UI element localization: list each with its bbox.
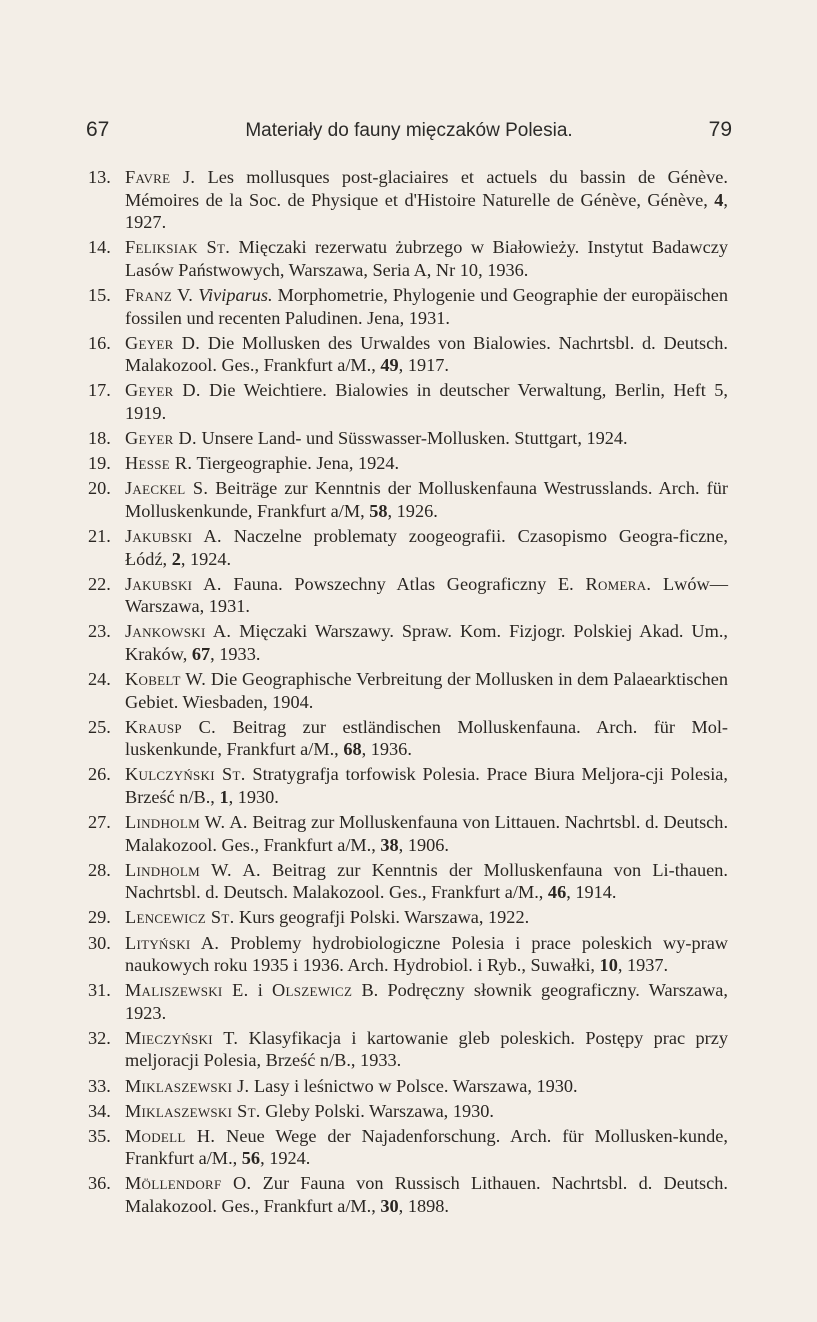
reference-volume: 10 (599, 955, 618, 976)
reference-number: 27. (88, 812, 111, 833)
reference-number: 18. (88, 428, 111, 449)
reference-volume: 1 (219, 786, 229, 807)
reference-author: Jakubski A. (125, 573, 222, 594)
reference-volume: 49 (380, 355, 399, 376)
reference-author: Mieczyński T. (125, 1027, 239, 1048)
reference-tail: B. Podręczny słownik geograficzny. Warszawa, 1923. (125, 980, 728, 1023)
reference-author: Geyer D. (125, 380, 201, 401)
reference-tail: , 1930. (228, 786, 279, 807)
reference-item (88, 379, 728, 424)
reference-text: i (248, 980, 273, 1001)
reference-item (88, 716, 728, 761)
reference-text: Die Mollusken des Urwaldes von Bialowies. Nachrtsbl. d. Deutsch. Malakozool. Ges., Frankfurt a/M., (125, 332, 729, 376)
reference-number: 29. (88, 907, 111, 928)
reference-number: 24. (88, 668, 111, 689)
reference-tail: , 1914. (566, 882, 617, 903)
reference-author: Miklaszewski St. (125, 1100, 261, 1121)
reference-number: 28. (88, 859, 111, 880)
reference-tail: , 1924. (180, 548, 232, 569)
reference-number: 34. (88, 1100, 111, 1121)
reference-tail: , 1898. (398, 1196, 449, 1217)
reference-number: 13. (88, 167, 111, 187)
reference-item (88, 859, 728, 904)
reference-text: Die Geographische Verbreitung der Mollusken in dem Palaearktischen Gebiet. Wiesbaden, 1904. (125, 668, 728, 712)
reference-author: Maliszewski E. (125, 980, 249, 1001)
reference-text: Mięczaki Warszawy. Spraw. Kom. Fizjogr. Polskiej Akad. Um., Kraków, (125, 621, 728, 664)
reference-tail: Lwów—Warszawa, 1931. (125, 573, 728, 617)
reference-volume: 30 (380, 1196, 399, 1217)
reference-item (88, 1027, 728, 1072)
page-title: Materiały do fauny mięczaków Polesia. (245, 120, 573, 141)
header-left-number: 67 (86, 118, 110, 141)
reference-text: Gleby Polski. Warszawa, 1930. (260, 1100, 494, 1121)
reference-text: Problemy hydrobiologiczne Polesia i prace poleskich wy-praw naukowych roku 1935 i 1936. Arch. Hydrobiol. i Ryb., Suwałki, (125, 932, 729, 976)
reference-text: Beitrag zur Kenntnis der Molluskenfauna von Li-thauen. Nachrtsbl. d. Deutsch. Malakozool. Ges., Frankfurt a/M., (125, 859, 728, 903)
reference-author: Lityński A. (125, 932, 220, 953)
reference-text: Kurs geografji Polski. Warszawa, 1922. (234, 907, 530, 928)
reference-author: Geyer D. (125, 332, 201, 353)
reference-number: 31. (88, 980, 111, 1001)
reference-text: Stratygrafja torfowisk Polesia. Prace Biura Meljora-cji Polesia, Brześć n/B., (125, 764, 728, 807)
reference-text: Klasyfikacja i kartowanie gleb poleskich. Postępy prac przy meljoracji Polesia, Brześć n/B., 1933. (125, 1027, 728, 1071)
reference-item (88, 525, 728, 570)
reference-volume: 58 (369, 500, 388, 521)
page-header (86, 114, 732, 148)
reference-tail: , 1927. (125, 189, 728, 233)
reference-author: Feliksiak St. (125, 237, 231, 258)
reference-coauthor: Olszewicz (272, 980, 353, 1001)
reference-item (88, 573, 728, 618)
reference-volume: 4 (714, 189, 724, 210)
reference-text: Neue Wege der Najadenforschung. Arch. für Mollusken-kunde, Frankfurt a/M., (125, 1125, 728, 1169)
reference-volume: 38 (380, 834, 399, 855)
reference-number: 25. (88, 716, 111, 737)
reference-item (88, 477, 728, 522)
reference-author: Modell H. (125, 1125, 216, 1146)
reference-item (88, 932, 728, 977)
reference-text: Tiergeographie. Jena, 1924. (192, 453, 400, 474)
reference-number: 35. (88, 1125, 111, 1146)
reference-number: 26. (88, 764, 111, 785)
reference-tail: , 1933. (210, 643, 261, 664)
reference-item (88, 668, 728, 713)
reference-tail: , 1906. (398, 834, 449, 855)
reference-author: Lencewicz St. (125, 907, 235, 928)
reference-number: 20. (88, 478, 111, 499)
reference-text: Morphometrie, Phylogenie und Geographie der europäischen fossilen und recenten Paludinen. Jena, 1931. (125, 284, 729, 328)
reference-item (88, 1075, 728, 1098)
reference-author: Favre J. (125, 167, 196, 187)
reference-item (88, 979, 728, 1024)
reference-tail: , 1926. (387, 500, 438, 521)
reference-text: Les mollusques post-glaciaires et actuels du bassin de Génève. Mémoires de la Soc. de Physique et d'Histoire Naturelle de Génève, Génève, (125, 167, 728, 210)
reference-author: Miklaszewski J. (125, 1075, 250, 1096)
reference-tail: , 1936. (361, 739, 412, 760)
reference-tail: , 1924. (260, 1148, 311, 1169)
reference-item (88, 620, 728, 665)
reference-author: Lindholm W. A. (125, 812, 248, 833)
reference-volume: 2 (171, 548, 181, 569)
reference-number: 30. (88, 932, 111, 953)
reference-text: Beitrag zur Molluskenfauna von Littauen. Nachrtsbl. d. Deutsch. Malakozool. Ges., Frankfurt a/M., (125, 812, 729, 855)
reference-item (88, 452, 728, 475)
reference-coauthor: Romera. (585, 573, 652, 594)
reference-item (88, 284, 728, 329)
reference-item (88, 166, 728, 234)
reference-author: Kobelt W. (125, 668, 207, 689)
reference-text: Beitrag zur estländischen Molluskenfauna. Arch. für Mol-luskenkunde, Frankfurt a/M., (125, 716, 729, 760)
reference-text: Unsere Land- und Süsswasser-Mollusken. Stuttgart, 1924. (196, 428, 628, 449)
reference-author: Kulczyński St. (125, 764, 246, 785)
reference-text: Lasy i leśnictwo w Polsce. Warszawa, 1930. (249, 1075, 578, 1096)
reference-text: Beiträge zur Kenntnis der Molluskenfauna Westrusslands. Arch. für Molluskenkunde, Frankfurt a/M, (125, 478, 728, 521)
reference-item (88, 1100, 728, 1123)
reference-number: 32. (88, 1027, 111, 1048)
reference-author: Jankowski A. (125, 621, 232, 642)
reference-number: 19. (88, 453, 111, 474)
reference-author: Krausp C. (125, 716, 217, 737)
reference-author: Jaeckel S. (125, 478, 209, 499)
reference-item (88, 236, 728, 281)
reference-text: Die Weichtiere. Bialowies in deutscher Verwaltung, Berlin, Heft 5, 1919. (125, 380, 728, 423)
reference-text: Mięczaki rezerwatu żubrzego w Białowieży. Instytut Badawczy Lasów Państwowych, Warszawa, Seria A, Nr 10, 1936. (125, 237, 728, 280)
reference-text: Zur Fauna von Russisch Lithauen. Nachrtsbl. d. Deutsch. Malakozool. Ges., Frankfurt a/M., (125, 1173, 728, 1217)
reference-author: Franz V. (125, 284, 194, 305)
reference-tail: , 1917. (398, 355, 449, 376)
reference-number: 16. (88, 332, 111, 353)
reference-number: 22. (88, 573, 111, 594)
reference-volume: 68 (343, 739, 362, 760)
reference-author: Jakubski A. (125, 525, 222, 546)
reference-number: 36. (88, 1173, 111, 1194)
reference-number: 14. (88, 237, 111, 258)
reference-item (88, 1172, 728, 1217)
reference-item (88, 332, 728, 377)
reference-volume: 46 (547, 882, 567, 903)
reference-item (88, 763, 728, 808)
reference-number: 33. (88, 1075, 111, 1096)
reference-number: 17. (88, 380, 111, 401)
reference-author: Möllendorf O. (125, 1173, 252, 1194)
reference-volume: 67 (191, 643, 211, 664)
reference-item (88, 427, 728, 450)
reference-italic-title: Viviparus. (193, 284, 273, 305)
reference-tail: , 1937. (617, 955, 669, 976)
reference-text: Naczelne problematy zoogeografii. Czasopismo Geogra-ficzne, Łódź, (125, 525, 729, 569)
reference-list (88, 166, 728, 1220)
page-number: 79 (708, 118, 732, 141)
reference-author: Geyer D. (125, 428, 197, 449)
reference-item (88, 1125, 728, 1170)
reference-number: 21. (88, 525, 111, 546)
reference-volume: 56 (241, 1148, 261, 1169)
reference-number: 15. (88, 284, 111, 305)
reference-item (88, 906, 728, 929)
reference-text: Fauna. Powszechny Atlas Geograficzny E. (221, 573, 586, 594)
reference-item (88, 811, 728, 856)
reference-author: Lindholm W. A. (125, 859, 261, 880)
reference-author: Hesse R. (125, 453, 193, 474)
reference-number: 23. (88, 621, 111, 642)
